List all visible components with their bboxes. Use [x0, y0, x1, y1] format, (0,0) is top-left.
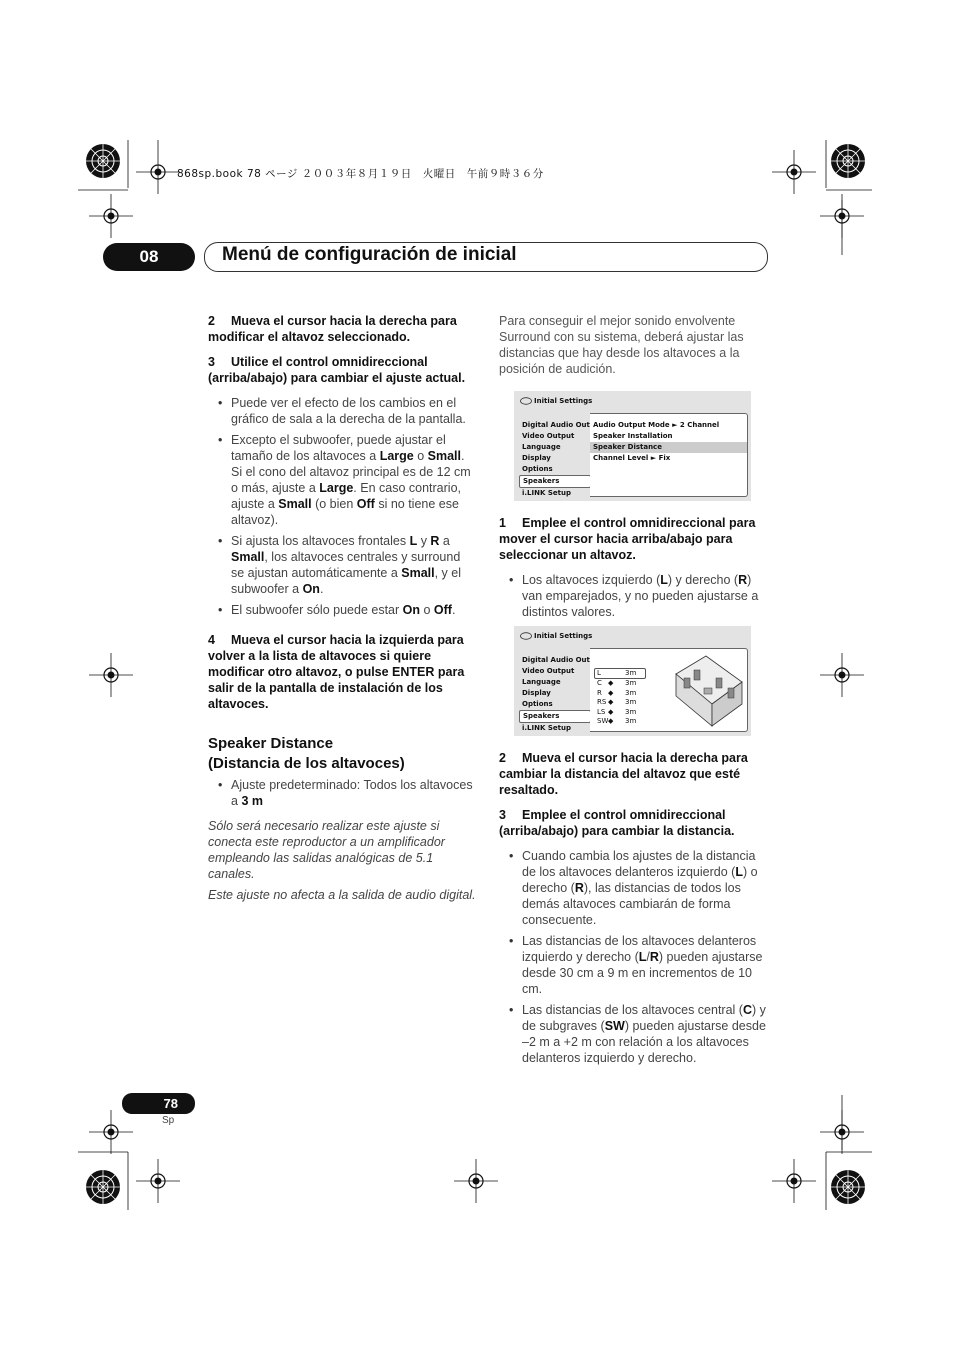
note-1: Sólo será necesario realizar este ajuste si conecta este reproductor a un amplificador empleando las salidas analógicas de 5.1 canales.	[208, 819, 445, 881]
step-3: 3 Utilice el control omnidireccional (arriba/abajo) para cambiar el ajuste actual.	[208, 355, 466, 385]
menu-item-selected: Speakers	[519, 710, 591, 723]
disc-icon	[520, 632, 532, 640]
bullet-item: • Las distancias de los altavoces delanteros izquierdo y derecho (L/R) pueden ajustarse desde 30 cm a 9 m en incrementos de 10 cm.	[499, 933, 767, 997]
menu-item: Language	[522, 678, 561, 686]
page-number-badge: 78	[122, 1093, 195, 1114]
speaker-row: C ◆ 3m	[597, 679, 637, 687]
chapter-number-badge: 08	[103, 243, 195, 271]
right-column	[499, 313, 767, 399]
screen-title: Initial Settings	[534, 397, 593, 405]
menu-item: i.LINK Setup	[522, 489, 571, 497]
room-diagram-icon	[672, 652, 744, 728]
left-column	[208, 313, 476, 908]
right-column-mid	[499, 515, 767, 629]
speaker-row: R ◆ 3m	[597, 688, 637, 697]
screen-menu	[519, 420, 591, 499]
step-4: 4 Mueva el cursor hacia la izquierda para volver a la lista de altavoces si quiere modificar otro altavoz, o pulse ENTER para salir de la pantalla de instalación de los altavoces.	[208, 633, 465, 711]
speaker-row: SW ◆ 3m	[597, 717, 637, 725]
screen-title: Initial Settings	[534, 632, 593, 640]
chapter-title: Menú de configuración de inicial	[222, 244, 517, 265]
note-2: Este ajuste no afecta a la salida de audio digital.	[208, 888, 476, 902]
page-language: Sp	[162, 1115, 175, 1126]
speaker-row: LS ◆ 3m	[597, 707, 637, 716]
bullet-item: • Las distancias de los altavoces central (C) y de subgraves (SW) pueden ajustarse desde –2 m a +2 m con relación a los altavoces delanteros izquierdo y derecho.	[499, 1002, 767, 1066]
step-3: 3 Emplee el control omnidireccional (arriba/abajo) para cambiar la distancia.	[499, 808, 735, 838]
bullet-list	[208, 395, 476, 618]
bullet-item: • Los altavoces izquierdo (L) y derecho (R) van emparejados, y no pueden ajustarse a distintos valores.	[499, 572, 767, 620]
settings-screen-2	[514, 626, 751, 736]
bullet-item: • Si ajusta los altavoces frontales L y R a Small, los altavoces centrales y surround se ajustan automáticamente a Small, y el subwoofer a On.	[208, 533, 476, 597]
menu-item: i.LINK Setup	[522, 724, 571, 732]
bullet-list	[208, 777, 476, 809]
bullet-item: • Puede ver el efecto de los cambios en el gráfico de sala a la derecha de la pantalla.	[208, 395, 476, 427]
section-title: Speaker Distance (Distancia de los altavoces)	[208, 735, 405, 772]
panel-item: Channel Level ► Fix	[593, 454, 671, 462]
speaker-row-selected: L 3m	[594, 668, 646, 679]
right-column-bottom	[499, 750, 767, 1075]
speaker-row: RS ◆ 3m	[597, 698, 637, 706]
disc-icon	[520, 397, 532, 405]
speaker-list	[594, 668, 648, 728]
bullet-item: • Ajuste predeterminado: Todos los altavoces a 3 m	[208, 777, 476, 809]
menu-item: Digital Audio Out	[522, 421, 590, 429]
menu-item: Display	[522, 454, 551, 462]
intro-paragraph: Para conseguir el mejor sonido envolvente Surround con su sistema, deberá ajustar las distancias que hay desde los altavoces a la posición de audición.	[499, 314, 744, 376]
print-header: 868sp.book 78 ページ ２００３年８月１９日 火曜日 午前９時３６分	[177, 168, 544, 180]
step-2: 2 Mueva el cursor hacia la derecha para cambiar la distancia del altavoz que esté resaltado.	[499, 751, 748, 797]
menu-item: Digital Audio Out	[522, 656, 590, 664]
menu-item-selected: Speakers	[519, 475, 591, 488]
screen-panel	[590, 413, 748, 497]
menu-item: Video Output	[522, 432, 575, 440]
screen-panel	[590, 648, 748, 732]
panel-item: Audio Output Mode ► 2 Channel	[593, 421, 720, 429]
step-1: 1 Emplee el control omnidireccional para mover el cursor hacia arriba/abajo para seleccionar un altavoz.	[499, 516, 756, 562]
bullet-item: • Cuando cambia los ajustes de la distancia de los altavoces delanteros izquierdo (L) o derecho (R), las distancias de todos los demás altavoces cambiarán de forma consecuente.	[499, 848, 767, 928]
panel-item: Speaker Installation	[593, 432, 673, 440]
bullet-list	[499, 848, 767, 1066]
panel-item-highlighted: Speaker Distance	[590, 442, 747, 453]
bullet-item: • Excepto el subwoofer, puede ajustar el tamaño de los altavoces a Large o Small. Si el cono del altavoz principal es de 12 cm o más, ajuste a Large. En caso contrario, ajuste a Small (o bien Off si no tiene ese altavoz).	[208, 432, 476, 528]
screen-menu	[519, 655, 591, 734]
bullet-item: • El subwoofer sólo puede estar On o Off.	[208, 602, 476, 618]
menu-item: Display	[522, 689, 551, 697]
menu-item: Options	[522, 700, 553, 708]
menu-item: Video Output	[522, 667, 575, 675]
settings-screen-1	[514, 391, 751, 501]
bullet-list	[499, 572, 767, 620]
menu-item: Language	[522, 443, 561, 451]
menu-item: Options	[522, 465, 553, 473]
step-2: 2 Mueva el cursor hacia la derecha para modificar el altavoz seleccionado.	[208, 314, 457, 344]
